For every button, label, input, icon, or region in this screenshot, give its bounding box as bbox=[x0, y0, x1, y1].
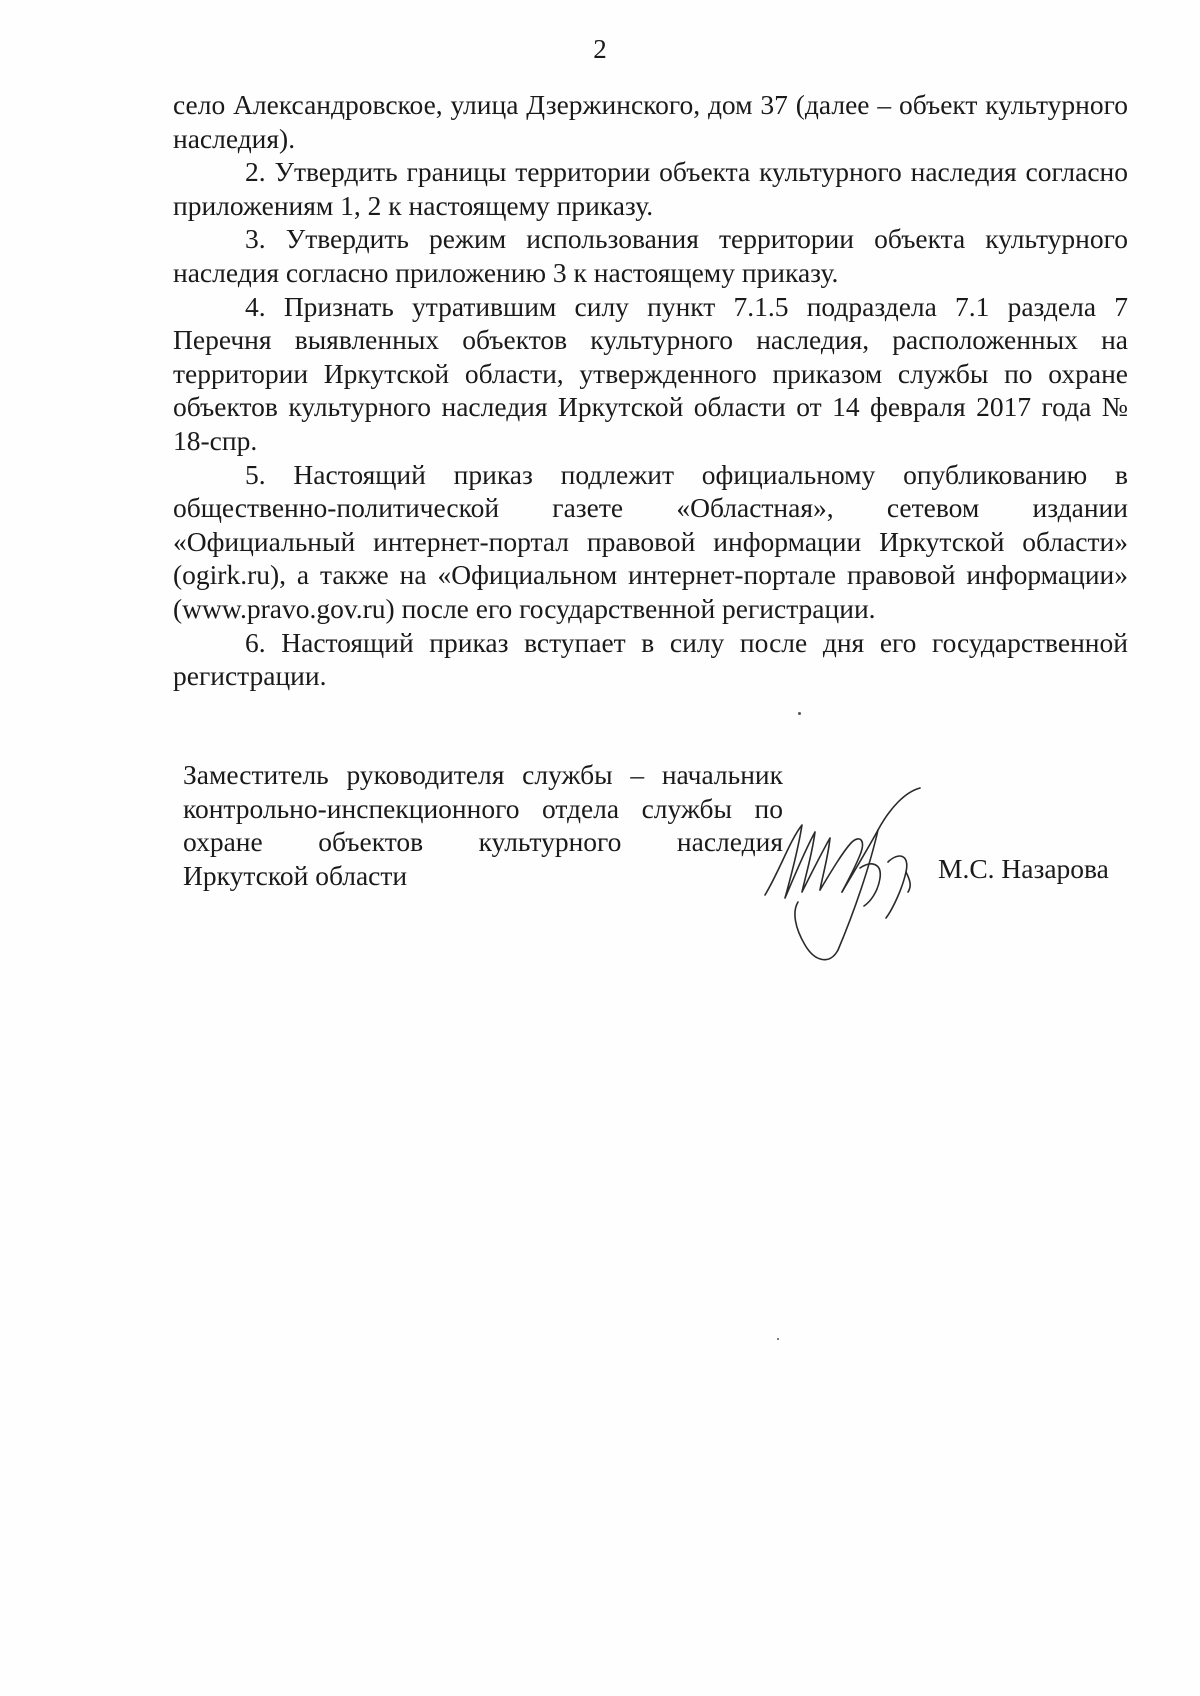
scan-speck bbox=[777, 1338, 779, 1340]
scan-speck bbox=[798, 712, 801, 715]
signatory-position bbox=[183, 758, 783, 892]
paragraph-item-5: 5. Настоящий приказ подлежит официальному опубликованию в общественно-политической газете «Областная», сетевом издании «Официальный интернет-портал правовой информации Иркутской области» (ogirk.ru), а также на «Официальном интернет-портале правовой информации» (www.pravo.gov.ru) после его государственной регистрации. bbox=[173, 458, 1128, 624]
paragraph-item-2: 2. Утвердить границы территории объекта культурного наследия согласно приложениям 1, 2 к настоящему приказу. bbox=[173, 156, 1128, 221]
paragraph-item-6: 6. Настоящий приказ вступает в силу после дня его государственной регистрации. bbox=[173, 626, 1128, 692]
paragraph-item-4: 4. Признать утратившим силу пункт 7.1.5 подраздела 7.1 раздела 7 Перечня выявленных объектов культурного наследия, расположенных на территории Иркутской области, утвержденного приказом службы по охране объектов культурного наследия Иркутской области от 14 февраля 2017 года № 18-спр. bbox=[173, 290, 1128, 456]
position-line-1: Заместитель руководителя службы – начальник bbox=[183, 759, 783, 790]
page-number: 2 bbox=[593, 34, 607, 64]
position-line-4: Иркутской области bbox=[183, 859, 408, 891]
handwritten-signature bbox=[760, 780, 950, 965]
paragraph-item-3: 3. Утвердить режим использования территории объекта культурного наследия согласно приложению 3 к настоящему приказу. bbox=[173, 223, 1128, 288]
order-body bbox=[173, 88, 1128, 693]
paragraph-continuation: село Александровское, улица Дзержинского, дом 37 (далее – объект культурного наследия). bbox=[173, 89, 1128, 154]
signer-name: М.С. Назарова bbox=[938, 853, 1109, 884]
position-line-3: охране объектов культурного наследия bbox=[183, 826, 783, 858]
position-line-2: контрольно-инспекционного отдела службы по bbox=[183, 792, 783, 824]
